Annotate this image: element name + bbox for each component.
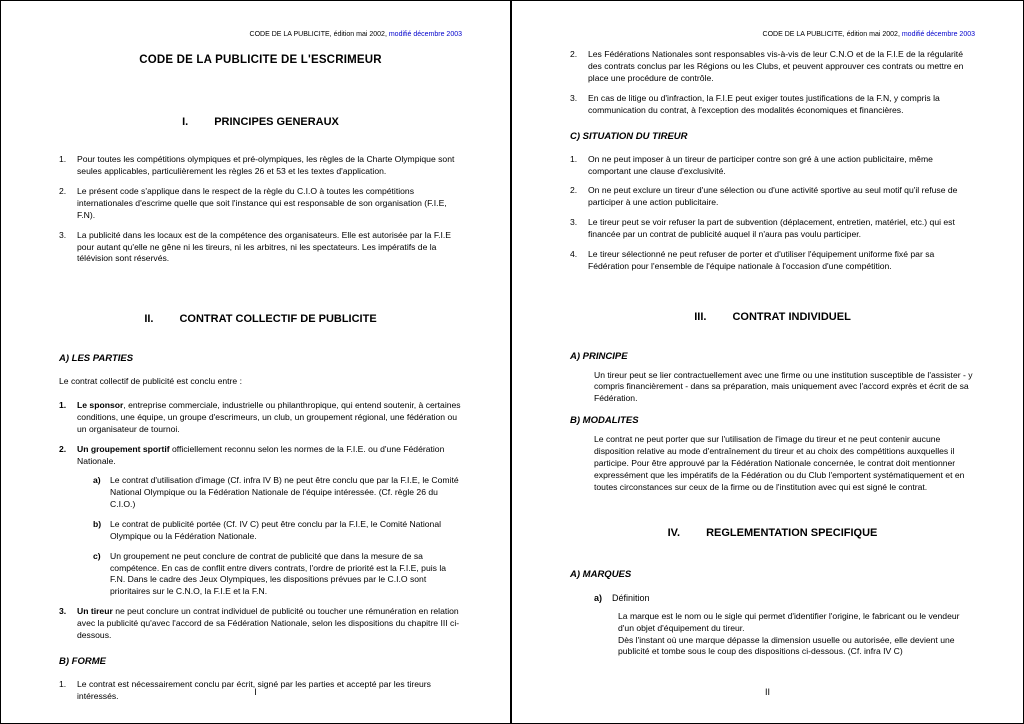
page-left <box>1 1 512 723</box>
list-item <box>59 230 462 266</box>
item-lead: Un groupement sportif <box>77 443 170 454</box>
list-item <box>570 154 975 178</box>
definition-heading <box>594 592 975 604</box>
intro-paragraph: Le contrat collectif de publicité est conclu entre : <box>59 376 242 387</box>
list-item <box>59 606 462 642</box>
item-text: Le contrat d'utilisation d'image (Cf. infra IV B) ne peut être conclu que par la F.I.E, le Comité National Olympique ou la Fédération Nationale de l'équipe intéressée. (Cf. règle 26 du C.I.O.) <box>110 475 459 510</box>
page-header <box>570 31 975 39</box>
definition-paragraph-1: La marque est le nom ou le sigle qui permet d'identifier l'origine, le fabricant ou le vendeur d'un objet d'équipement du tireur. <box>618 610 960 633</box>
section-title: CONTRAT INDIVIDUEL <box>732 310 851 323</box>
item-text <box>77 606 462 642</box>
subsection-heading-forme: B) FORME <box>59 655 106 667</box>
section-title: PRINCIPES GENERAUX <box>214 116 339 129</box>
item-text: Le présent code s'applique dans le respect de la règle du C.I.O à toutes les compétitions internationales d'escrime quelle que soit l'instance qui est responsable de son organisation (F.I.E, F.N). <box>77 186 447 220</box>
header-modified-note: modifié décembre 2003 <box>388 31 462 38</box>
item-text: Le contrat de publicité portée (Cf. IV C) peut être conclu par la F.I.E, le Comité National Olympique ou la Fédération Nationale. <box>110 519 442 541</box>
subsection-heading-principe: A) PRINCIPE <box>570 350 628 362</box>
section-heading-principes <box>59 116 462 128</box>
item-number: 3. <box>59 606 67 617</box>
document-title: CODE DE LA PUBLICITE DE L'ESCRIMEUR <box>139 54 382 67</box>
section-number: III. <box>694 310 707 323</box>
subsection-heading-parties: A) LES PARTIES <box>59 353 134 365</box>
item-text: Le tireur peut se voir refuser la part de subvention (déplacement, entretien, matériel, etc.) qui est financée par un contrat de publicité auquel il n'aura pas voulu participer. <box>588 217 955 239</box>
subsection-heading-modalites: B) MODALITES <box>570 415 639 427</box>
item-number: 3. <box>570 217 578 228</box>
item-number: 3. <box>570 92 578 103</box>
section-title: REGLEMENTATION SPECIFIQUE <box>706 527 878 540</box>
item-letter: a) <box>93 475 101 486</box>
section-heading-contrat-collectif <box>59 313 462 325</box>
sub-list-item <box>93 551 462 598</box>
item-number: 4. <box>570 248 578 259</box>
item-number: 3. <box>59 229 67 240</box>
section-heading-reglementation <box>570 527 975 539</box>
item-letter: b) <box>93 519 102 529</box>
item-letter: c) <box>93 550 101 561</box>
item-number: 2. <box>570 49 578 60</box>
list-item <box>59 154 462 178</box>
item-text: En cas de litige ou d'infraction, la F.I.E peut exiger toutes justifications de la F.N, y compris la communication du contrat, à l'exception des modalités économiques et financières. <box>588 92 940 115</box>
item-text: On ne peut imposer à un tireur de participer contre son gré à une action publicitaire, même comportant une clause d'exclusivité. <box>588 153 933 176</box>
forme-list-continued <box>570 49 975 116</box>
item-body: ne peut conclure un contrat individuel de publicité ou toucher une rémunération en relation avec la publicité qu'avec l'accord de sa Fédération Nationale, selon les dispositions du chapitre III ci-dessous. <box>77 606 460 640</box>
page-number: II <box>764 687 770 697</box>
item-lead: Le sponsor <box>77 400 124 411</box>
section-number: IV. <box>667 527 681 540</box>
subsection-heading-marques: A) MARQUES <box>570 569 632 581</box>
item-text: La publicité dans les locaux est de la compétence des organisateurs. Elle est autorisée par la F.I.E pour autant qu'elle ne gêne ni les tireurs, ni les arbitres, ni les spectateurs. Les impératifs de la télévision sont réservés. <box>77 229 452 264</box>
definition-paragraph-2: Dès l'instant où une marque dépasse la dimension usuelle ou autorisée, elle devient une publicité et tombe sous le coup des dispositions ci-dessous. (Cf. infra IV C) <box>618 634 955 657</box>
section-number: I. <box>182 116 189 129</box>
item-text: Les Fédérations Nationales sont responsables vis-à-vis de leur C.N.O et de la F.I.E de la régularité des contrats conclus par les Régions ou les Clubs, et peuvent approuver ces contrats ou mettre en place une procédure de contrôle. <box>588 49 964 84</box>
list-item <box>570 93 975 117</box>
item-body: , entreprise commerciale, industrielle ou philanthropique, qui entend soutenir, à certaines conditions, une équipe, un groupe d'escrimeurs, un club, un groupement régional, une fédération ou un organisateur de tournoi. <box>77 400 461 434</box>
header-text: CODE DE LA PUBLICITE, édition mai 2002, <box>762 31 900 38</box>
list-item <box>570 49 975 85</box>
sub-list-item <box>93 519 462 543</box>
list-item <box>570 249 975 273</box>
item-text <box>77 444 462 468</box>
item-number: 2. <box>59 443 67 454</box>
list-item <box>59 186 462 222</box>
item-lead: Un tireur <box>77 606 113 617</box>
item-number: 2. <box>59 186 67 197</box>
item-number: 1. <box>59 400 67 411</box>
page-header <box>59 31 462 39</box>
item-text: Le contrat est nécessairement conclu par écrit, signé par les parties et accepté par les tireurs intéressés. <box>77 678 431 701</box>
definition-label: Définition <box>612 593 650 604</box>
item-body: officiellement reconnu selon les normes de la F.I.E. ou d'une Fédération Nationale. <box>77 443 445 466</box>
sub-list-item <box>93 475 462 511</box>
list-item <box>59 400 462 436</box>
item-text: Pour toutes les compétitions olympiques et pré-olympiques, les règles de la Charte Olympique sont seules applicables, particulièrement les règles 26 et 53 et les textes d'application. <box>77 154 455 177</box>
item-text: Un groupement ne peut conclure de contrat de publicité que dans la mesure de sa compétence. En cas de conflit entre divers contrats, l'ordre de priorité est la F.I.E, puis la F.N. Dans le cadre des Jeux Olympiques, les dispositions prévues par le C.I.O sont prioritaires sur le C.N.O, la F.I.E et la F.N. <box>110 550 447 597</box>
item-number: 1. <box>570 153 578 164</box>
section-number: II. <box>144 313 154 326</box>
item-text: Le tireur sélectionné ne peut refuser de porter et d'utiliser l'équipement uniforme fixé par sa Fédération pour l'ensemble de l'équipe nationale à l'occasion d'une compétition. <box>588 248 935 271</box>
item-letter: a) <box>594 593 603 604</box>
parties-list <box>59 400 462 642</box>
section-1-list <box>59 154 462 265</box>
item-number: 1. <box>59 154 67 165</box>
item-number: 2. <box>570 185 578 196</box>
situation-list <box>570 154 975 273</box>
subsection-heading-situation-tireur: C) SITUATION DU TIREUR <box>570 130 688 142</box>
section-title: CONTRAT COLLECTIF DE PUBLICITE <box>179 313 377 326</box>
header-modified-note: modifié décembre 2003 <box>901 31 975 38</box>
item-text: On ne peut exclure un tireur d'une sélection ou d'une activité sportive au seul motif qu'il refuse de participer à une action publicitaire. <box>588 185 958 208</box>
principe-paragraph: Un tireur peut se lier contractuellement avec une firme ou une institution susceptible de l'assister - y compris financièrement - dans sa préparation, mais uniquement avec l'accord exprès et écrit de sa Fédération. <box>594 369 973 404</box>
list-item <box>570 185 975 209</box>
page-number: I <box>254 687 257 697</box>
list-item <box>59 444 462 468</box>
item-number: 1. <box>59 678 67 689</box>
modalites-paragraph: Le contrat ne peut porter que sur l'utilisation de l'image du tireur et ne peut contenir aucune disposition relative au mode d'entraînement du tireur et au choix des compétitions auxquelles il participe. Pour être approuvé par la Fédération Nationale concernée, le contrat doit mentionner expressément que les impératifs de la Fédération ou du Club l'emportent systématiquement et en toutes circonstances sur ceux de la firme ou de l'institution avec qui est signé le contrat. <box>594 434 965 492</box>
item-text <box>77 400 462 436</box>
header-text: CODE DE LA PUBLICITE, édition mai 2002, <box>249 31 387 38</box>
list-item <box>570 217 975 241</box>
section-heading-contrat-individuel <box>570 311 975 323</box>
page-right <box>512 1 1023 723</box>
